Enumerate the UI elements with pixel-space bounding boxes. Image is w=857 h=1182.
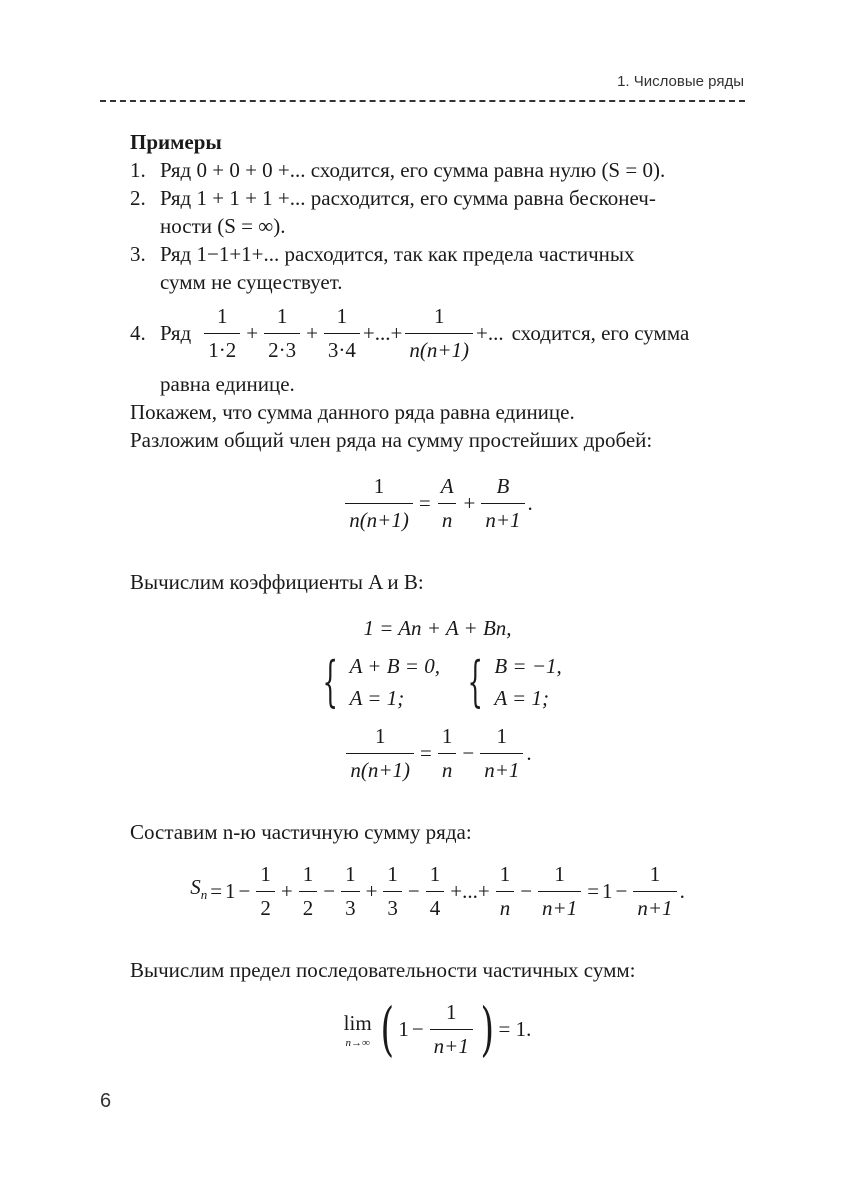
equation-coefficients — [130, 614, 745, 642]
denominator: n — [438, 503, 457, 534]
example-1 — [130, 156, 745, 184]
system-line: A + B = 0, — [349, 654, 440, 678]
limit-label: lim — [343, 1011, 372, 1035]
paragraph: Разложим общий член ряда на сумму простейших дробей: — [130, 428, 653, 452]
brace-icon: { — [322, 650, 339, 713]
system-line: B = −1, — [494, 654, 562, 678]
denominator: n(n+1) — [405, 333, 473, 364]
denominator: n — [438, 753, 457, 784]
denominator: 2·3 — [264, 333, 300, 364]
system-line: A = 1; — [349, 686, 405, 710]
fraction: $\frac{1}{n(n+1)}$ — [345, 472, 413, 534]
example-line: Ряд 1−1+1+... расходится, так как предела частичных — [160, 242, 635, 266]
series-formula: $\frac{1}{1\cdot 2}$ + $\frac{1}{2\cdot 3}$ + $\frac{1}{3\cdot 4}$ +...+ $\frac{1}{n(n+1)}$ +... — [201, 302, 503, 364]
paragraph: Покажем, что сумма данного ряда равна единице. — [130, 400, 575, 424]
example-line: сумм не существует. — [160, 270, 343, 294]
header-divider — [100, 100, 745, 102]
ellipsis: +...+ — [362, 321, 403, 345]
denominator: n+1 — [481, 503, 524, 534]
equation-partial-sum: $S_n$ = 1 − $\frac{1}{2}$ + $\frac{1}{2}$ − $\frac{1}{3}$ + $\frac{1}{3}$ − $\frac{1}{4}$ +...+ $\frac{1}{n}$ − $\frac{1}{n+1}$ = 1 − $\frac{1}{n+1}$ . — [190, 862, 685, 920]
example-text — [160, 240, 745, 296]
example-number: 1. — [130, 158, 146, 182]
denominator: 1·2 — [204, 333, 240, 364]
example-2 — [130, 184, 745, 240]
example-3 — [130, 240, 745, 296]
fraction: $\frac{1}{n(n+1)}$ — [346, 722, 414, 784]
equation-result: $\frac{1}{n(n+1)}$ = $\frac{1}{n}$ − $\frac{1}{n+1}$ . — [130, 722, 745, 784]
equation-text: 1 = An + A + Bn, — [363, 616, 512, 640]
example-line: Ряд 1 + 1 + 1 +... расходится, его сумма равна бесконеч- — [160, 186, 656, 210]
denominator: n(n+1) — [346, 753, 414, 784]
page-number: 6 — [100, 1090, 112, 1112]
limit-subscript: n→∞ — [345, 1037, 370, 1049]
example-number: 3. — [130, 242, 146, 266]
brace-icon: { — [467, 650, 483, 713]
example-text: сходится, его сумма — [511, 321, 690, 345]
equation-limit: lim n→∞ ( 1 − $\frac{1}{n+1}$ ) = 1. — [343, 995, 532, 1063]
paragraph: Вычислим коэффициенты A и B: — [130, 570, 424, 594]
ellipsis: +... — [476, 321, 504, 345]
example-number: 2. — [130, 186, 146, 210]
denominator: n+1 — [480, 753, 523, 784]
equation-decomposition: $\frac{1}{n(n+1)}$ = $\frac{A}{n}$ + $\frac{B}{n+1}$ . — [130, 472, 745, 534]
example-line: ности (S = ∞). — [160, 214, 286, 238]
fraction: $\frac{1}{2\cdot 3}$ — [264, 302, 300, 364]
running-header: 1. Числовые ряды — [617, 73, 744, 90]
examples-heading: Примеры — [130, 130, 222, 154]
fraction: $\frac{1}{1\cdot 2}$ — [204, 302, 240, 364]
fraction: $\frac{1}{n}$ — [438, 722, 457, 784]
paragraph: Вычислим предел последовательности частичных сумм: — [130, 958, 636, 982]
fraction: $\frac{1}{n+1}$ — [480, 722, 523, 784]
example-text — [160, 184, 745, 240]
fraction — [481, 472, 524, 534]
page-content — [130, 128, 745, 1068]
system-line: A = 1; — [494, 686, 549, 710]
example-4 — [130, 302, 745, 364]
numerator: A — [440, 474, 454, 498]
limit-operator — [344, 1009, 372, 1049]
denominator: n(n+1) — [345, 503, 413, 534]
example-4-continuation: равна единице. — [160, 372, 295, 396]
limit-result: = 1. — [498, 1017, 532, 1041]
example-lead: Ряд — [160, 321, 192, 345]
fraction: $\frac{1}{n(n+1)}$ — [405, 302, 473, 364]
denominator: 3·4 — [324, 333, 360, 364]
fraction — [437, 472, 458, 534]
fraction: $\frac{1}{3\cdot 4}$ — [324, 302, 360, 364]
example-number: 4. — [130, 321, 146, 345]
equation-system — [130, 650, 745, 714]
numerator: B — [496, 474, 510, 498]
paragraph: Составим n-ю частичную сумму ряда: — [130, 820, 472, 844]
example-text: Ряд 0 + 0 + 0 +... сходится, его сумма равна нулю (S = 0). — [160, 158, 666, 182]
